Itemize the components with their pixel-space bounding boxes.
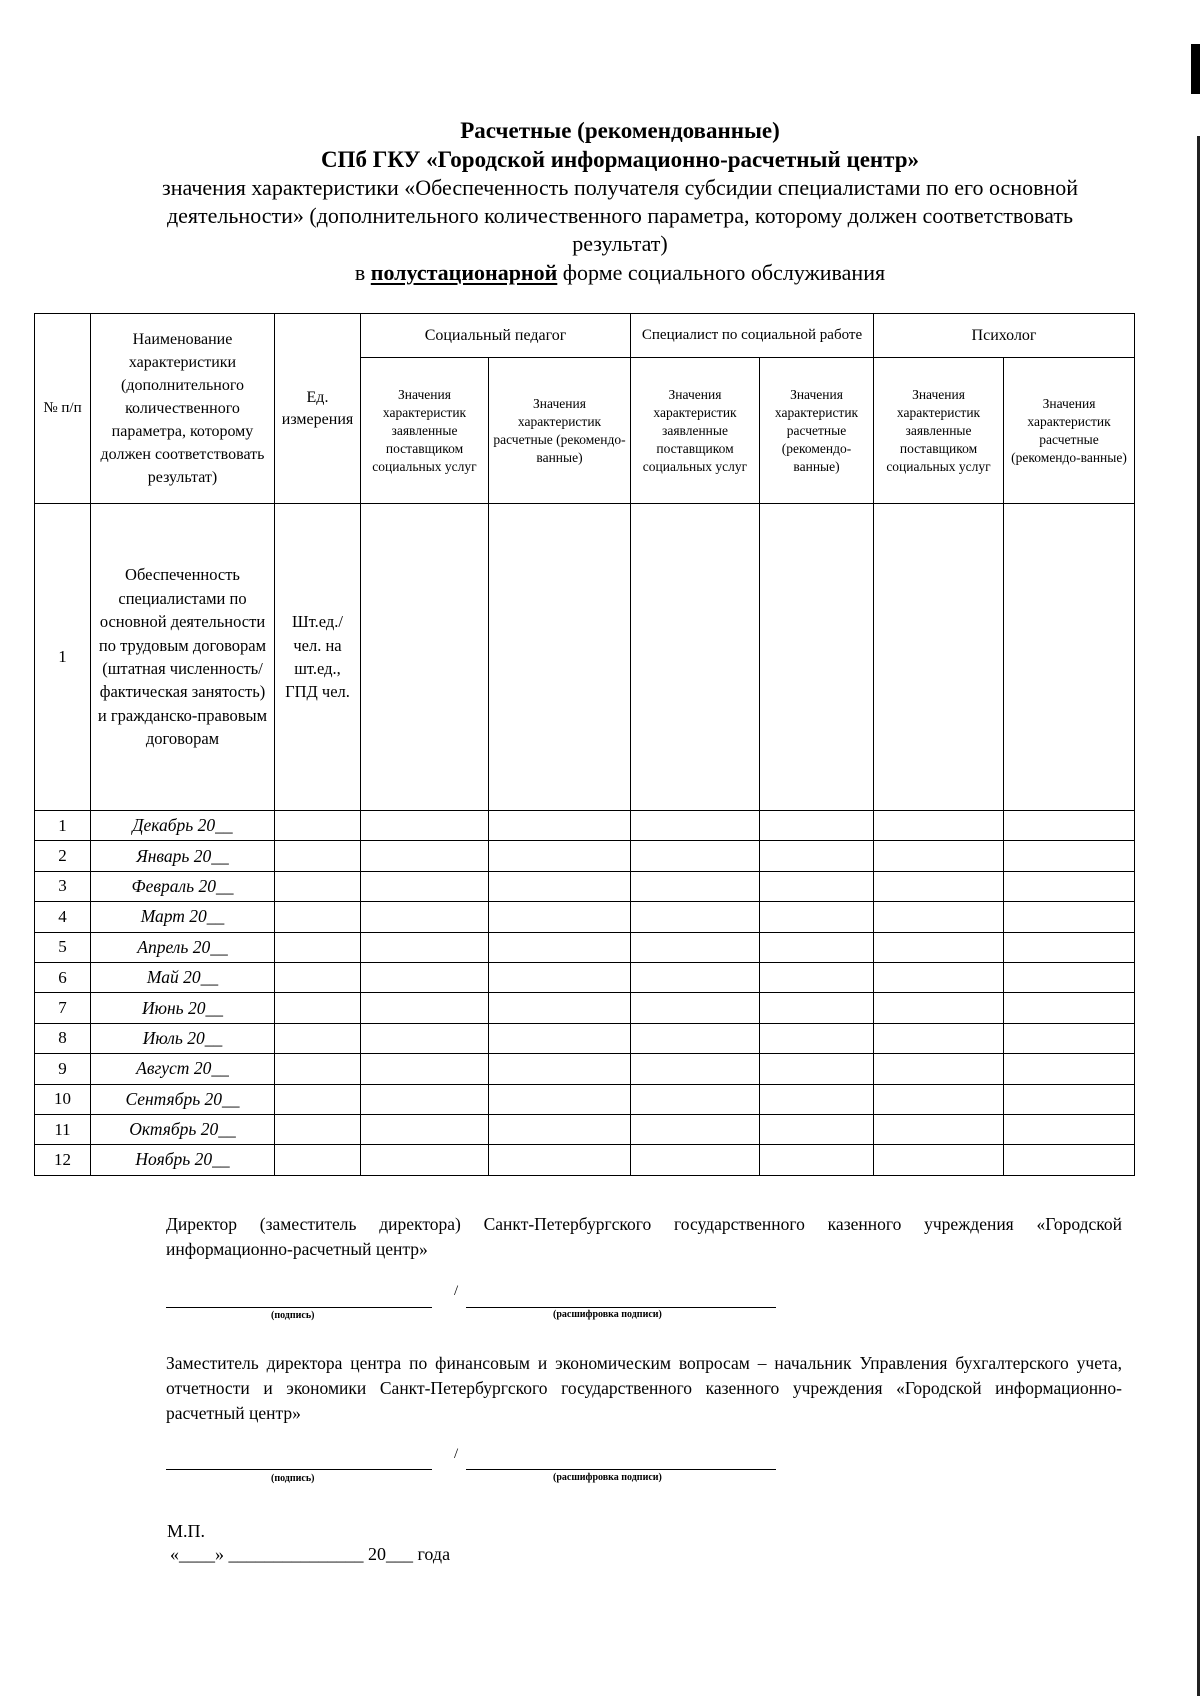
value-cell[interactable] bbox=[631, 1114, 760, 1144]
value-cell[interactable] bbox=[631, 1084, 760, 1114]
value-cell[interactable] bbox=[760, 902, 874, 932]
title-line-4-prefix: в bbox=[354, 260, 366, 285]
value-cell[interactable] bbox=[631, 932, 760, 962]
column-header-number: № п/п bbox=[35, 314, 91, 504]
value-cell[interactable] bbox=[631, 841, 760, 871]
value-cell[interactable] bbox=[361, 811, 489, 841]
subheader-declared: Значения характеристик заявленные поставщиком социальных услуг bbox=[631, 358, 760, 504]
value-cell[interactable] bbox=[760, 962, 874, 992]
column-header-unit: Ед. измерения bbox=[275, 314, 361, 504]
month-label: Январь 20__ bbox=[91, 841, 275, 871]
group-header-social-pedagogue: Социальный педагог bbox=[361, 314, 631, 358]
unit-cell[interactable] bbox=[275, 871, 361, 901]
value-cell[interactable] bbox=[489, 962, 631, 992]
value-cell[interactable] bbox=[760, 1145, 874, 1175]
value-cell[interactable] bbox=[631, 993, 760, 1023]
value-cell[interactable] bbox=[489, 902, 631, 932]
row-number: 6 bbox=[35, 962, 91, 992]
title-line-1: Расчетные (рекомендованные) bbox=[460, 118, 780, 143]
month-rows bbox=[35, 811, 1135, 1176]
unit-cell[interactable] bbox=[275, 1145, 361, 1175]
value-cell[interactable] bbox=[1004, 1084, 1135, 1114]
month-label: Июнь 20__ bbox=[91, 993, 275, 1023]
value-cell[interactable] bbox=[874, 871, 1004, 901]
value-cell[interactable] bbox=[361, 1145, 489, 1175]
value-cell[interactable] bbox=[874, 1114, 1004, 1144]
table-row-month bbox=[35, 993, 1135, 1023]
value-cell[interactable] bbox=[760, 504, 874, 811]
value-cell[interactable] bbox=[1004, 993, 1135, 1023]
director-signature-line[interactable] bbox=[166, 1307, 432, 1308]
month-label: Февраль 20__ bbox=[91, 871, 275, 901]
month-label: Март 20__ bbox=[91, 902, 275, 932]
value-cell[interactable] bbox=[1004, 1114, 1135, 1144]
value-cell[interactable] bbox=[361, 1084, 489, 1114]
subheader-declared: Значения характеристик заявленные поставщиком социальных услуг bbox=[361, 358, 489, 504]
table-row-month bbox=[35, 1054, 1135, 1084]
unit-cell[interactable] bbox=[275, 993, 361, 1023]
director-title: Директор (заместитель директора) Санкт-Петербургского государственного казенного учреждения «Городской информационно-расчетный центр» bbox=[166, 1214, 1122, 1259]
unit-cell[interactable] bbox=[275, 902, 361, 932]
value-cell[interactable] bbox=[1004, 1023, 1135, 1053]
unit-cell[interactable] bbox=[275, 962, 361, 992]
date-line: «____» _______________ 20___ года bbox=[170, 1544, 451, 1564]
row-number: 8 bbox=[35, 1023, 91, 1053]
row-number: 10 bbox=[35, 1084, 91, 1114]
value-cell[interactable] bbox=[1004, 962, 1135, 992]
value-cell[interactable] bbox=[1004, 841, 1135, 871]
table-row-month bbox=[35, 902, 1135, 932]
value-cell[interactable] bbox=[361, 1114, 489, 1144]
value-cell[interactable] bbox=[489, 1114, 631, 1144]
value-cell[interactable] bbox=[874, 932, 1004, 962]
value-cell[interactable] bbox=[631, 871, 760, 901]
month-label: Ноябрь 20__ bbox=[91, 1145, 275, 1175]
unit-cell[interactable] bbox=[275, 841, 361, 871]
unit-cell[interactable] bbox=[275, 811, 361, 841]
table-row-month bbox=[35, 1145, 1135, 1175]
month-label: Июль 20__ bbox=[91, 1023, 275, 1053]
month-label: Май 20__ bbox=[91, 962, 275, 992]
director-decoding-line[interactable] bbox=[466, 1307, 776, 1308]
month-label: Август 20__ bbox=[91, 1054, 275, 1084]
value-cell[interactable] bbox=[489, 1054, 631, 1084]
subheader-calculated: Значения характеристик расчетные (рекомендо-ванные) bbox=[1004, 358, 1135, 504]
value-cell[interactable] bbox=[874, 1054, 1004, 1084]
director-decoding-caption: (расшифровка подписи) bbox=[553, 1309, 662, 1320]
table-row-month bbox=[35, 841, 1135, 871]
value-cell[interactable] bbox=[874, 504, 1004, 811]
value-cell[interactable] bbox=[874, 962, 1004, 992]
deputy-decoding-caption: (расшифровка подписи) bbox=[553, 1472, 662, 1483]
row-number: 1 bbox=[35, 504, 91, 811]
deputy-signature-line[interactable] bbox=[166, 1469, 432, 1470]
value-cell[interactable] bbox=[631, 1023, 760, 1053]
value-cell[interactable] bbox=[631, 1054, 760, 1084]
value-cell[interactable] bbox=[760, 932, 874, 962]
table-row-month bbox=[35, 1114, 1135, 1144]
value-cell[interactable] bbox=[631, 962, 760, 992]
characteristic-name: Обеспеченность специалистами по основной деятельности по трудовым договорам (штатная численность/ фактическая занятость) и гражданско-правовым договорам bbox=[91, 504, 275, 811]
deputy-signature-caption: (подпись) bbox=[271, 1473, 315, 1484]
value-cell[interactable] bbox=[760, 1084, 874, 1114]
title-line-4 bbox=[150, 258, 1090, 288]
value-cell[interactable] bbox=[1004, 902, 1135, 932]
row-number: 2 bbox=[35, 841, 91, 871]
value-cell[interactable] bbox=[1004, 871, 1135, 901]
month-label: Октябрь 20__ bbox=[91, 1114, 275, 1144]
table-row-month bbox=[35, 871, 1135, 901]
scan-edge-mark bbox=[1191, 44, 1200, 94]
table-row-month bbox=[35, 1084, 1135, 1114]
value-cell[interactable] bbox=[1004, 1054, 1135, 1084]
table-row-month bbox=[35, 1023, 1135, 1053]
group-header-social-work-specialist: Специалист по социальной работе bbox=[631, 314, 874, 358]
title-line-4-emphasis: полустационарной bbox=[370, 260, 558, 285]
value-cell[interactable] bbox=[760, 1023, 874, 1053]
table-row-characteristic bbox=[35, 504, 1135, 811]
deputy-slash: / bbox=[454, 1446, 459, 1462]
row-number: 9 bbox=[35, 1054, 91, 1084]
group-header-psychologist: Психолог bbox=[874, 314, 1135, 358]
value-cell[interactable] bbox=[489, 811, 631, 841]
value-cell[interactable] bbox=[489, 1023, 631, 1053]
value-cell[interactable] bbox=[361, 841, 489, 871]
unit-cell[interactable] bbox=[275, 932, 361, 962]
value-cell[interactable] bbox=[1004, 504, 1135, 811]
column-header-name: Наименование характеристики (дополнительного количественного параметра, которому должен соответствовать результат) bbox=[91, 314, 275, 504]
unit-of-measure: Шт.ед./ чел. на шт.ед., ГПД чел. bbox=[275, 504, 361, 811]
value-cell[interactable] bbox=[631, 1145, 760, 1175]
value-cell[interactable] bbox=[874, 811, 1004, 841]
row-number: 5 bbox=[35, 932, 91, 962]
value-cell[interactable] bbox=[361, 962, 489, 992]
row-number: 12 bbox=[35, 1145, 91, 1175]
value-cell[interactable] bbox=[1004, 1145, 1135, 1175]
unit-cell[interactable] bbox=[275, 1054, 361, 1084]
value-cell[interactable] bbox=[631, 902, 760, 932]
row-number: 7 bbox=[35, 993, 91, 1023]
value-cell[interactable] bbox=[489, 504, 631, 811]
value-cell[interactable] bbox=[489, 841, 631, 871]
value-cell[interactable] bbox=[760, 1114, 874, 1144]
value-cell[interactable] bbox=[489, 932, 631, 962]
row-number: 11 bbox=[35, 1114, 91, 1144]
value-cell[interactable] bbox=[1004, 811, 1135, 841]
value-cell[interactable] bbox=[489, 993, 631, 1023]
value-cell[interactable] bbox=[361, 1054, 489, 1084]
subheader-calculated: Значения характеристик расчетные (рекомендо-ванные) bbox=[760, 358, 874, 504]
value-cell[interactable] bbox=[361, 1023, 489, 1053]
unit-cell[interactable] bbox=[275, 1023, 361, 1053]
value-cell[interactable] bbox=[489, 1084, 631, 1114]
table-row-month bbox=[35, 932, 1135, 962]
subheader-calculated: Значения характеристик расчетные (рекомендо-ванные) bbox=[489, 358, 631, 504]
value-cell[interactable] bbox=[760, 1054, 874, 1084]
value-cell[interactable] bbox=[361, 993, 489, 1023]
month-label: Декабрь 20__ bbox=[91, 811, 275, 841]
value-cell[interactable] bbox=[760, 841, 874, 871]
value-cell[interactable] bbox=[361, 932, 489, 962]
value-cell[interactable] bbox=[489, 1145, 631, 1175]
table-row-month bbox=[35, 811, 1135, 841]
value-cell[interactable] bbox=[361, 504, 489, 811]
director-signature-caption: (подпись) bbox=[271, 1310, 315, 1321]
deputy-title: Заместитель директора центра по финансовым и экономическим вопросам – начальник Управления бухгалтерского учета, отчетности и экономики Санкт-Петербургского государственного казенного учреждения «Городской информационно-расчетный центр» bbox=[166, 1353, 1122, 1423]
title-line-3: значения характеристики «Обеспеченность получателя субсидии специалистами по его основной деятельности» (дополнительного количественного параметра, которому должен соответствовать результат) bbox=[162, 175, 1078, 256]
deputy-decoding-line[interactable] bbox=[466, 1469, 776, 1470]
value-cell[interactable] bbox=[631, 504, 760, 811]
row-number: 1 bbox=[35, 811, 91, 841]
value-cell[interactable] bbox=[760, 871, 874, 901]
value-cell[interactable] bbox=[1004, 932, 1135, 962]
document-title bbox=[150, 116, 1090, 288]
value-cell[interactable] bbox=[361, 902, 489, 932]
value-cell[interactable] bbox=[760, 993, 874, 1023]
unit-cell[interactable] bbox=[275, 1114, 361, 1144]
value-cell[interactable] bbox=[631, 811, 760, 841]
table-row-month bbox=[35, 962, 1135, 992]
value-cell[interactable] bbox=[760, 811, 874, 841]
month-label: Апрель 20__ bbox=[91, 932, 275, 962]
month-label: Сентябрь 20__ bbox=[91, 1084, 275, 1114]
characteristics-table bbox=[34, 313, 1135, 1176]
value-cell[interactable] bbox=[874, 993, 1004, 1023]
title-line-2: СПб ГКУ «Городской информационно-расчетный центр» bbox=[320, 147, 920, 172]
value-cell[interactable] bbox=[489, 871, 631, 901]
value-cell[interactable] bbox=[874, 1145, 1004, 1175]
value-cell[interactable] bbox=[361, 871, 489, 901]
subheader-declared: Значения характеристик заявленные поставщиком социальных услуг bbox=[874, 358, 1004, 504]
value-cell[interactable] bbox=[874, 841, 1004, 871]
value-cell[interactable] bbox=[874, 1023, 1004, 1053]
value-cell[interactable] bbox=[874, 1084, 1004, 1114]
value-cell[interactable] bbox=[874, 902, 1004, 932]
row-number: 3 bbox=[35, 871, 91, 901]
title-line-4-suffix: форме социального обслуживания bbox=[562, 260, 886, 285]
director-slash: / bbox=[454, 1283, 459, 1299]
unit-cell[interactable] bbox=[275, 1084, 361, 1114]
stamp-place: М.П. bbox=[167, 1521, 206, 1541]
row-number: 4 bbox=[35, 902, 91, 932]
